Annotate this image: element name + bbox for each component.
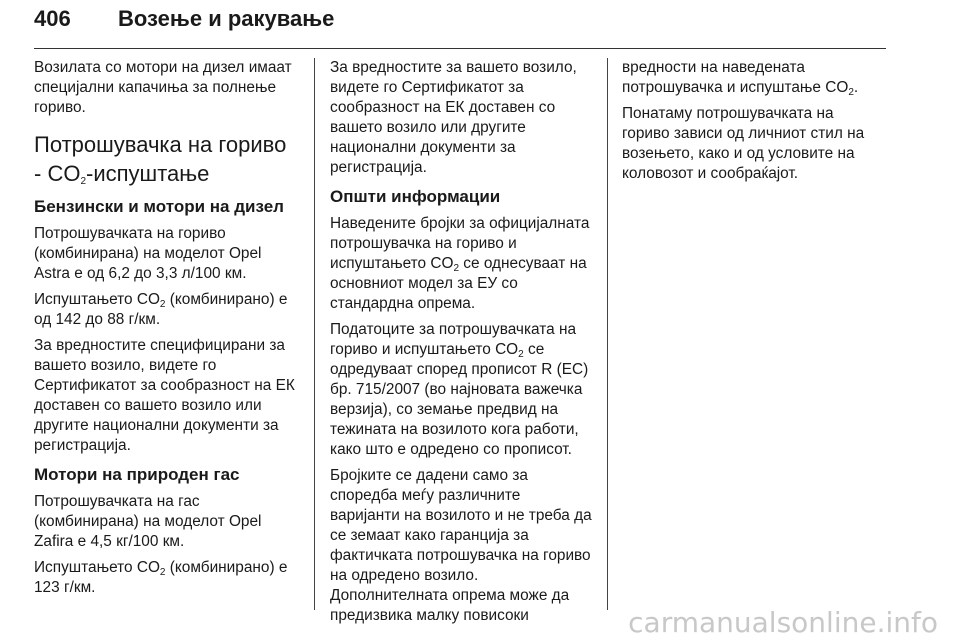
page-number: 406 — [34, 6, 71, 31]
section-title — [34, 130, 296, 188]
general-info-heading: Општи информации — [330, 187, 501, 206]
gas-emission-paragraph — [34, 558, 296, 598]
petrol-diesel-heading: Бензински и мотори на дизел — [34, 197, 284, 216]
column-divider — [314, 58, 315, 610]
text-part: Податоците за потрошувачката на гориво и испуштањето CO — [330, 321, 577, 358]
subscript: 2 — [159, 299, 166, 310]
column-1 — [34, 58, 296, 604]
subscript: 2 — [80, 176, 87, 187]
page-header — [34, 2, 886, 46]
text-part: се однесуваат на основниот модел за ЕУ со стандардна опрема. — [330, 255, 587, 312]
text-part: (комбинирано) е од 142 до 88 г/км. — [34, 291, 288, 328]
comparison-paragraph: Бројките се дадени само за споредба меѓу различните варијанти на возилото и не треба да се земаат како гаранција за фактичката потрошувачка на гориво на одредено возило. Дополнителната опрема може да предизвика малку повисоки — [330, 467, 592, 624]
driving-style-paragraph: Понатаму потрошувачката на гориво зависи од личниот стил на возењето, како и од условите на коловозот и сообраќајот. — [622, 105, 865, 182]
column-3 — [622, 58, 884, 190]
text-part: . — [853, 79, 859, 96]
column-2 — [330, 58, 592, 632]
section-title-part: Потрошувачка на гориво - CO — [34, 132, 287, 186]
text-part: Испуштањето CO — [34, 291, 160, 308]
natural-gas-heading: Мотори на природен гас — [34, 465, 240, 484]
petrol-consumption-paragraph: Потрошувачката на гориво (комбинирана) на моделот Opel Astra е од 6,2 до 3,3 л/100 км. — [34, 225, 262, 282]
text-part: вредности на наведената потрошувачка и испуштање CO — [622, 59, 849, 96]
official-figures-paragraph — [330, 214, 592, 314]
subscript: 2 — [848, 87, 854, 98]
header-rule — [34, 48, 886, 49]
intro-paragraph: Возилата со мотори на дизел имаат специјални капачиња за полнење гориво. — [34, 59, 292, 116]
text-part: се одредуваат според прописот R (EC) бр. 715/2007 (во најновата важечка верзија), со земање предвид на тежината на возилото кога работи, како што е одредено со прописот. — [330, 341, 589, 458]
continued-paragraph — [622, 58, 884, 98]
column-divider — [607, 58, 608, 610]
gas-consumption-paragraph: Потрошувачката на гас (комбинирана) на моделот Opel Zafira е 4,5 кг/100 км. — [34, 493, 262, 550]
regulation-paragraph — [330, 320, 592, 460]
subscript: 2 — [518, 349, 524, 360]
text-part: (комбинирано) е 123 г/км. — [34, 559, 288, 596]
text-part: Испуштањето CO — [34, 559, 160, 576]
subscript: 2 — [159, 567, 166, 578]
vehicle-values-paragraph: За вредностите за вашето возило, видете го Сертификатот за сообразност на ЕК доставен со вашето возило или другите национални документи за регистрација. — [330, 59, 577, 176]
subscript: 2 — [453, 263, 460, 274]
text-part: Наведените бројки за официјалната потрошувачка на гориво и испуштањето CO — [330, 215, 590, 272]
watermark: carmanualsonline.info — [628, 606, 938, 639]
petrol-emission-paragraph — [34, 290, 296, 330]
section-title-part: -испуштање — [86, 161, 210, 186]
chapter-title: Возење и ракување — [118, 6, 335, 31]
certificate-paragraph: За вредностите специфицирани за вашето возило, видете го Сертификатот за сообразност на ЕК доставен со вашето возило или другите национални документи за регистрација. — [34, 337, 295, 454]
